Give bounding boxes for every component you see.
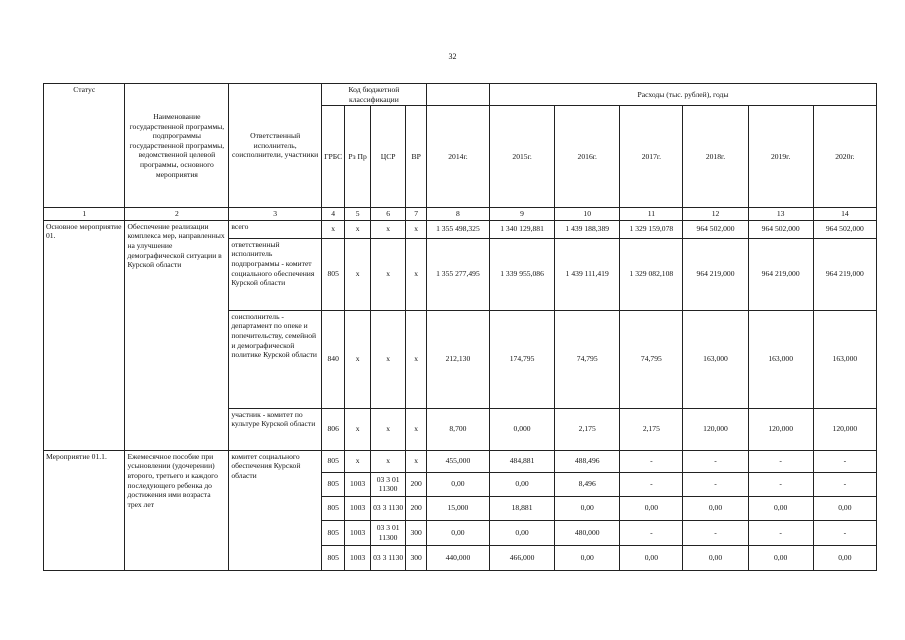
value-cell: 1 329 159,078 bbox=[620, 220, 683, 238]
value-cell: 455,000 bbox=[426, 450, 489, 472]
status-cell: Основное мероприятие 01. bbox=[44, 220, 125, 450]
value-cell: - bbox=[748, 472, 813, 496]
header-year: 2020г. bbox=[813, 106, 876, 208]
value-cell: 0,00 bbox=[748, 496, 813, 520]
column-number: 6 bbox=[370, 208, 406, 221]
value-cell: 1 339 955,086 bbox=[489, 238, 554, 310]
rzpr-cell: 1003 bbox=[345, 472, 370, 496]
vr-cell: x bbox=[406, 238, 426, 310]
value-cell: 964 219,000 bbox=[683, 238, 748, 310]
column-number: 13 bbox=[748, 208, 813, 221]
column-number: 4 bbox=[321, 208, 344, 221]
value-cell: 0,00 bbox=[555, 496, 620, 520]
value-cell: 0,00 bbox=[489, 520, 554, 545]
responsible-cell: всего bbox=[229, 220, 322, 238]
column-number: 3 bbox=[229, 208, 322, 221]
grbs-cell: 805 bbox=[321, 472, 344, 496]
value-cell: 74,795 bbox=[620, 310, 683, 408]
table-row bbox=[44, 220, 877, 238]
value-cell: 163,000 bbox=[813, 310, 876, 408]
value-cell: 120,000 bbox=[813, 408, 876, 450]
grbs-cell: 805 bbox=[321, 450, 344, 472]
value-cell: 964 502,000 bbox=[683, 220, 748, 238]
header-rzpr: Рз Пр bbox=[345, 106, 370, 208]
name-cell: Ежемесячное пособие при усыновлении (удочерении) второго, третьего и каждого последующего ребенка до достижения ими возраста трех лет bbox=[125, 450, 229, 570]
column-number: 14 bbox=[813, 208, 876, 221]
vr-cell: 300 bbox=[406, 520, 426, 545]
rzpr-cell: x bbox=[345, 238, 370, 310]
rzpr-cell: 1003 bbox=[345, 496, 370, 520]
value-cell: 0,00 bbox=[555, 545, 620, 570]
value-cell: 1 340 129,881 bbox=[489, 220, 554, 238]
rzpr-cell: 1003 bbox=[345, 545, 370, 570]
value-cell: 1 355 498,325 bbox=[426, 220, 489, 238]
value-cell: 1 355 277,495 bbox=[426, 238, 489, 310]
header-year: 2014г. bbox=[426, 106, 489, 208]
column-number: 9 bbox=[489, 208, 554, 221]
header-year: 2018г. bbox=[683, 106, 748, 208]
grbs-cell: 805 bbox=[321, 545, 344, 570]
vr-cell: x bbox=[406, 220, 426, 238]
header-year: 2016г. bbox=[555, 106, 620, 208]
value-cell: - bbox=[683, 520, 748, 545]
value-cell: 1 439 111,419 bbox=[555, 238, 620, 310]
column-number: 1 bbox=[44, 208, 125, 221]
value-cell: 480,000 bbox=[555, 520, 620, 545]
value-cell: 484,881 bbox=[489, 450, 554, 472]
value-cell: 488,496 bbox=[555, 450, 620, 472]
value-cell: 163,000 bbox=[748, 310, 813, 408]
grbs-cell: 805 bbox=[321, 496, 344, 520]
table-row bbox=[44, 450, 877, 472]
header-year: 2015г. bbox=[489, 106, 554, 208]
rzpr-cell: x bbox=[345, 450, 370, 472]
responsible-cell: комитет социального обеспечения Курской области bbox=[229, 450, 322, 570]
rzpr-cell: x bbox=[345, 408, 370, 450]
value-cell: 8,496 bbox=[555, 472, 620, 496]
column-number: 12 bbox=[683, 208, 748, 221]
value-cell: 74,795 bbox=[555, 310, 620, 408]
header-name: Наименование государственной программы, подпрограммы государственной программы, ведомственной целевой программы, основного мероприятия bbox=[125, 84, 229, 208]
header-grbs: ГРБС bbox=[321, 106, 344, 208]
value-cell: - bbox=[683, 450, 748, 472]
value-cell: 0,00 bbox=[748, 545, 813, 570]
value-cell: - bbox=[620, 472, 683, 496]
value-cell: - bbox=[748, 520, 813, 545]
header-expenses: Расходы (тыс. рублей), годы bbox=[489, 84, 876, 106]
csr-cell: x bbox=[370, 238, 406, 310]
grbs-cell: 805 bbox=[321, 238, 344, 310]
csr-cell: x bbox=[370, 220, 406, 238]
grbs-cell: 840 bbox=[321, 310, 344, 408]
header-vr: ВР bbox=[406, 106, 426, 208]
column-number: 7 bbox=[406, 208, 426, 221]
value-cell: - bbox=[620, 450, 683, 472]
column-number: 8 bbox=[426, 208, 489, 221]
column-number: 5 bbox=[345, 208, 370, 221]
value-cell: 964 219,000 bbox=[813, 238, 876, 310]
value-cell: 0,00 bbox=[489, 472, 554, 496]
vr-cell: x bbox=[406, 310, 426, 408]
value-cell: 0,00 bbox=[683, 496, 748, 520]
value-cell: - bbox=[813, 472, 876, 496]
status-cell: Мероприятие 01.1. bbox=[44, 450, 125, 570]
header-responsible: Ответственный исполнитель, соисполнители, участники bbox=[229, 84, 322, 208]
value-cell: - bbox=[813, 520, 876, 545]
value-cell: 0,00 bbox=[813, 545, 876, 570]
value-cell: 120,000 bbox=[748, 408, 813, 450]
value-cell: - bbox=[813, 450, 876, 472]
value-cell: 0,00 bbox=[426, 520, 489, 545]
value-cell: 15,000 bbox=[426, 496, 489, 520]
csr-cell: x bbox=[370, 310, 406, 408]
header-year: 2017г. bbox=[620, 106, 683, 208]
grbs-cell: 805 bbox=[321, 520, 344, 545]
value-cell: 8,700 bbox=[426, 408, 489, 450]
header-year: 2019г. bbox=[748, 106, 813, 208]
value-cell: 18,881 bbox=[489, 496, 554, 520]
header-budget-code: Код бюджетной классификации bbox=[321, 84, 426, 106]
value-cell: 163,000 bbox=[683, 310, 748, 408]
column-number: 2 bbox=[125, 208, 229, 221]
value-cell: - bbox=[683, 472, 748, 496]
value-cell: 174,795 bbox=[489, 310, 554, 408]
csr-cell: 03 3 01 11300 bbox=[370, 520, 406, 545]
value-cell: - bbox=[620, 520, 683, 545]
csr-cell: 03 3 1130 bbox=[370, 545, 406, 570]
grbs-cell: x bbox=[321, 220, 344, 238]
value-cell: 120,000 bbox=[683, 408, 748, 450]
name-cell: Обеспечение реализации комплекса мер, направленных на улучшение демографической ситуации в Курской области bbox=[125, 220, 229, 450]
value-cell: - bbox=[748, 450, 813, 472]
rzpr-cell: x bbox=[345, 220, 370, 238]
value-cell: 466,000 bbox=[489, 545, 554, 570]
value-cell: 0,00 bbox=[813, 496, 876, 520]
csr-cell: x bbox=[370, 450, 406, 472]
vr-cell: 200 bbox=[406, 472, 426, 496]
responsible-cell: ответственный исполнитель подпрограммы - комитет социального обеспечения Курской области bbox=[229, 238, 322, 310]
value-cell: 1 439 188,389 bbox=[555, 220, 620, 238]
column-number-row bbox=[44, 208, 877, 221]
value-cell: 0,00 bbox=[426, 472, 489, 496]
csr-cell: x bbox=[370, 408, 406, 450]
rzpr-cell: 1003 bbox=[345, 520, 370, 545]
header-status: Статус bbox=[44, 84, 125, 208]
responsible-cell: соисполнитель - департамент по опеке и попечительству, семейной и демографической политике Курской области bbox=[229, 310, 322, 408]
header-csr: ЦСР bbox=[370, 106, 406, 208]
value-cell: 2,175 bbox=[555, 408, 620, 450]
budget-table bbox=[43, 83, 877, 571]
grbs-cell: 806 bbox=[321, 408, 344, 450]
value-cell: 0,000 bbox=[489, 408, 554, 450]
vr-cell: x bbox=[406, 450, 426, 472]
value-cell: 964 502,000 bbox=[813, 220, 876, 238]
column-number: 10 bbox=[555, 208, 620, 221]
value-cell: 964 502,000 bbox=[748, 220, 813, 238]
responsible-cell: участник - комитет по культуре Курской области bbox=[229, 408, 322, 450]
csr-cell: 03 3 1130 bbox=[370, 496, 406, 520]
value-cell: 0,00 bbox=[683, 545, 748, 570]
csr-cell: 03 3 01 11300 bbox=[370, 472, 406, 496]
vr-cell: 200 bbox=[406, 496, 426, 520]
value-cell: 1 329 082,108 bbox=[620, 238, 683, 310]
value-cell: 964 219,000 bbox=[748, 238, 813, 310]
vr-cell: 300 bbox=[406, 545, 426, 570]
value-cell: 440,000 bbox=[426, 545, 489, 570]
value-cell: 0,00 bbox=[620, 545, 683, 570]
column-number: 11 bbox=[620, 208, 683, 221]
value-cell: 0,00 bbox=[620, 496, 683, 520]
value-cell: 212,130 bbox=[426, 310, 489, 408]
value-cell: 2,175 bbox=[620, 408, 683, 450]
vr-cell: x bbox=[406, 408, 426, 450]
rzpr-cell: x bbox=[345, 310, 370, 408]
page-number: 32 bbox=[448, 52, 457, 61]
